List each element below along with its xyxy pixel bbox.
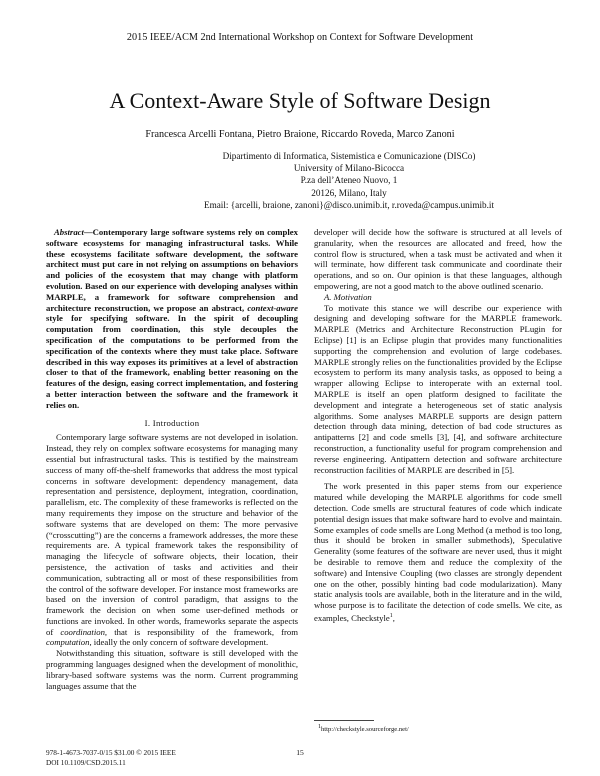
trailing-comma: , bbox=[392, 612, 395, 623]
isbn-line: 978-1-4673-7037-0/15 $31.00 © 2015 IEEE bbox=[46, 748, 176, 757]
abstract-emphasis: context-aware bbox=[247, 302, 298, 313]
motivation-text-2: The work presented in this paper stems from our experience matured while developing the MARPLE algorithms for code smell detection. Code smells are structural features of code which indicate potential design issues that make software hard to evolve and maintain. Some examples of code smells are Long Method (a method is too long, thus it should be broken in smaller submethods), Speculative Generality (some features of the software are never used, thus it might be desirable to remove them and reduce the complexity of the software) and Intensive Coupling (two classes are strongly dependent one on the other, possibly hinting bad code modularization). Many static analysis tools are available, both in the literature and in the wild, whose purpose is to facilitate the detection of code smells. We cite, as examples, Checkstyle bbox=[314, 481, 562, 623]
intro-text-1a: Contemporary large software systems are not developed in isolation. Instead, they rely on complex software ecosystems for managing many essential but infrastructural tasks. This is testified by the mainstream success of many off-the-shelf frameworks that address the most typical concerns in software development: dependency management, data representation and persistence, deployment, integration, coordination, parallelism, etc. The complexity of these frameworks is reflected on the many requirements they impose on the structure and behavior of the software systems that are developed on them: The more pervasive (“crosscutting”) are the concerns a framework addresses, the more these requirements are. A typical framework takes the responsibility of managing the lifecycle of software objects, their location, their persistence, the activation of tasks and activities and their communication, subtracting all or most of these responsibilities from the control of the software developer. For instance most frameworks are based on the inversion of control paradigm, that assigns to the framework the decision on when some user-defined methods or functions are invoked. In other words, frameworks separate the aspects of bbox=[46, 432, 298, 637]
motivation-paragraph-1: To motivate this stance we will describe our experience with designing and developing software for the MARPLE framework. MARPLE (Metrics and Architecture Reconstruction PLugin for Eclipse) [1] is an Eclipse plugin that provides many functionalities supporting the comprehension and evolution of large codebases. MARPLE strongly relies on the functionalities provided by the Eclipse ecosystem to perform its many analysis tasks, as opposed to being a wrapper allowing Eclipse to interoperate with an external tool. MARPLE is itself an open platform designed to facilitate the development and integrate a heterogeneous set of static analysis algorithms. Some analyses MARPLE supports are design pattern detection through data mining, detection of bad code structures as antipatterns [2] and code smells [3], [4], and software architecture reconstruction, a functionality useful for program comprehension and reverse engineering. Antipattern detection and software architecture reconstruction facilities of MARPLE are described in [5]. bbox=[314, 302, 562, 475]
footnote bbox=[318, 724, 409, 733]
intro-paragraph-2: Notwithstanding this situation, software is still developed with the programming languages designed when the development of monolithic, library-based software systems was the norm. Current programming languages assume that the bbox=[46, 648, 298, 691]
subsection-heading-motivation: A. Motivation bbox=[324, 291, 372, 302]
author-list: Francesca Arcelli Fontana, Pietro Braione, Riccardo Roveda, Marco Zanoni bbox=[145, 129, 455, 140]
continued-paragraph: developer will decide how the software is structured at all levels of granularity, when the resources are allocated and freed, how the control flow is structured, when a task must be activated and when it will terminate, how different task communicate and coordinate their operations, and so on. Our opinion is that these languages, although empowering, are not a good match to the above outlined scenario. bbox=[314, 227, 562, 291]
footnote-url[interactable]: http://checkstyle.sourceforge.net/ bbox=[321, 726, 409, 734]
footnote-marker: 1 bbox=[389, 612, 393, 619]
section-heading-introduction: I. Introduction bbox=[144, 417, 200, 428]
affiliation-city: 20126, Milano, Italy bbox=[311, 187, 387, 198]
right-column bbox=[314, 227, 562, 624]
affiliation-university: University of Milano-Bicocca bbox=[293, 163, 405, 174]
abstract-text-2: style for specifying software. In the spirit of decoupling computation from coordination, this style decouples the specification of the computations to be performed from the specification of the contexts where they must take place. Software described in this way exposes its primitives at a level of abstraction closer to that of the framework, enabling better reasoning on the features of the design, easing correct implementation, and fostering a better interaction between the software and the framework it relies on. bbox=[46, 313, 298, 410]
intro-emph-computation: computation bbox=[46, 637, 90, 648]
doi-line: DOI 10.1109/CSD.2015.11 bbox=[46, 757, 126, 767]
affiliation-block bbox=[124, 150, 574, 211]
page-number: 15 bbox=[296, 748, 304, 757]
abstract-text-1: Contemporary large software systems rely on complex software ecosystems for managing infrastructural tasks. While these ecosystems facilitate software development, the software architect must put care in not relying on assumptions on behaviors and policies of the ecosystem that may change with platform evolution. Based on our experience with developing analyses within MARPLE, a framework for software comprehension and architecture reconstruction, we propose an abstract, bbox=[46, 227, 298, 313]
abstract-label: Abstract bbox=[54, 227, 84, 237]
left-column bbox=[46, 227, 298, 691]
paper-title: A Context-Aware Style of Software Design bbox=[109, 88, 491, 113]
intro-text-1c: , ideally the only concern of software development. bbox=[89, 637, 269, 648]
abstract-paragraph bbox=[46, 227, 298, 411]
affiliation-department: Dipartimento di Informatica, Sistemistica e Comunicazione (DISCo) bbox=[222, 151, 476, 161]
footnote-divider bbox=[314, 720, 374, 721]
affiliation-email: Email: {arcelli, braione, zanoni}@disco.unimib.it, r.roveda@campus.unimib.it bbox=[203, 199, 495, 210]
footnote-number: 1 bbox=[318, 724, 321, 730]
motivation-paragraph-2 bbox=[314, 481, 562, 623]
intro-paragraph-1 bbox=[46, 432, 298, 648]
affiliation-street: P.za dell’Ateneo Nuovo, 1 bbox=[300, 175, 398, 186]
intro-text-1b: , that is responsibility of the framework, from bbox=[104, 626, 298, 637]
intro-emph-coordination: coordination bbox=[60, 626, 105, 637]
abstract-dash: — bbox=[83, 227, 93, 237]
running-header: 2015 IEEE/ACM 2nd International Workshop on Context for Software Development bbox=[126, 32, 474, 43]
